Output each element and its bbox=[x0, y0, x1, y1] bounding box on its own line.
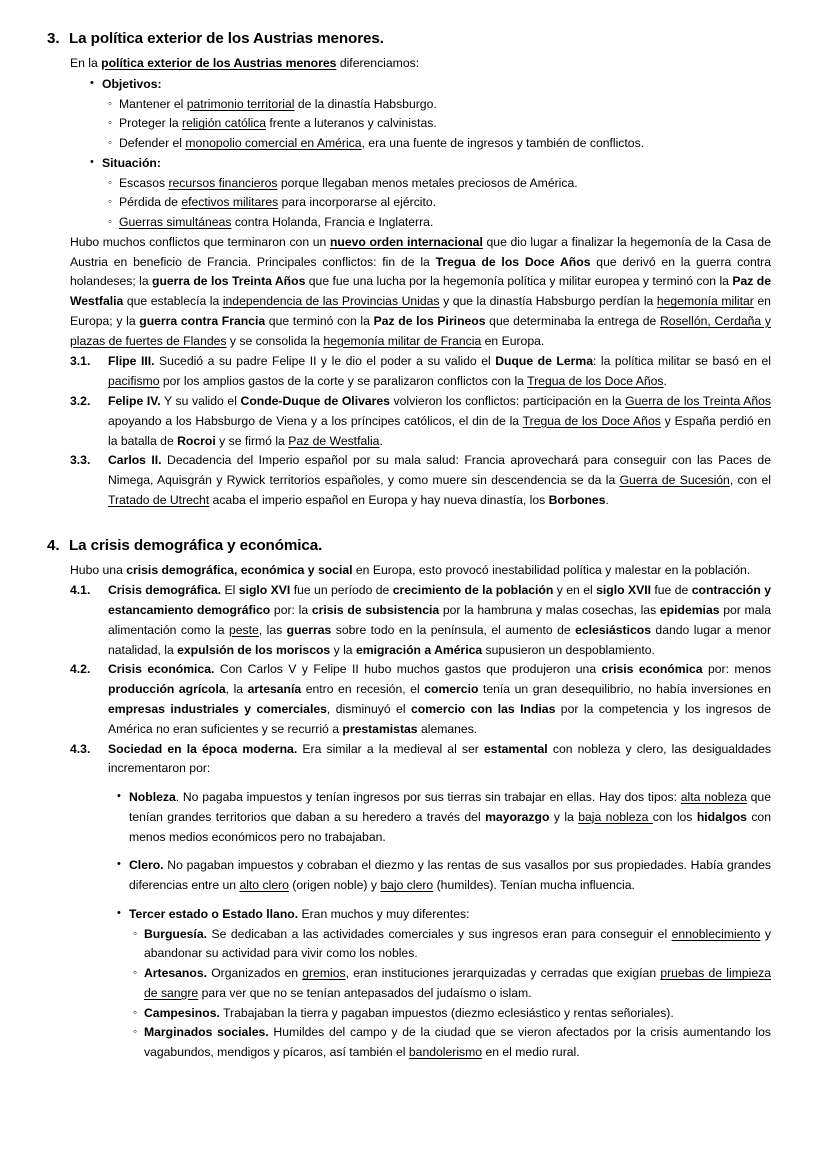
emph-rocroi: Rocroi bbox=[177, 433, 216, 448]
emph-estamental: estamental bbox=[484, 741, 548, 756]
list-gap bbox=[47, 779, 771, 788]
section-heading-4 bbox=[47, 537, 771, 554]
run: con nobleza y clero, las desigualdades incrementaron por: bbox=[108, 741, 771, 776]
bp-run: que terminó con la bbox=[265, 313, 374, 328]
estate-nobleza bbox=[117, 788, 771, 847]
emph-hidalgos: hidalgos bbox=[696, 809, 747, 824]
run: y se firmó la bbox=[215, 433, 289, 448]
item-underline: patrimonio territorial bbox=[186, 96, 295, 111]
run: . bbox=[605, 492, 609, 507]
child-title: Campesinos. bbox=[144, 1005, 220, 1020]
run: por la hambruna y malas cosechas, las bbox=[439, 603, 660, 618]
item-underline: religión católica bbox=[182, 116, 267, 131]
section-3-intro bbox=[70, 54, 771, 74]
intro-suffix: diferenciamos: bbox=[336, 56, 420, 70]
item-lead: Escasos bbox=[119, 175, 169, 190]
emph-pacifismo: pacifismo bbox=[108, 374, 160, 389]
filled-bullet-icon: • bbox=[117, 790, 121, 803]
estate-title: Nobleza bbox=[129, 790, 176, 805]
estate-title: Clero. bbox=[129, 858, 164, 873]
run: . bbox=[663, 374, 667, 389]
estate-tercer-estado bbox=[117, 905, 771, 925]
subitem-title: Felipe IV. bbox=[108, 394, 161, 409]
run: tenía un gran desequilibrio, no había inversiones en bbox=[478, 682, 771, 697]
run: volvieron los conflictos: participación en la bbox=[389, 394, 626, 409]
run: fue un período de bbox=[290, 583, 393, 598]
bullet-group-objetivos bbox=[90, 75, 771, 95]
emph-gremios: gremios bbox=[302, 966, 346, 981]
run: y la bbox=[549, 809, 579, 824]
item-lead: Pérdida de bbox=[119, 195, 182, 210]
item-tail: de la dinastía Habsburgo. bbox=[294, 96, 437, 111]
bp-run: que fue una lucha por la hegemonía política y militar europea y terminó con la bbox=[305, 274, 733, 289]
emph-alto-clero: alto clero bbox=[239, 878, 289, 893]
bp-emph-pirineos: Paz de los Pirineos bbox=[373, 313, 486, 328]
list-item bbox=[108, 213, 771, 233]
emph-crisis-economica: crisis económica bbox=[601, 662, 703, 677]
run: fue de bbox=[650, 583, 692, 598]
run: El bbox=[221, 583, 239, 598]
emph-crecimiento: crecimiento de la población bbox=[392, 583, 554, 598]
intro-emphasis: política exterior de los Austrias menores bbox=[101, 56, 337, 70]
hollow-bullet-icon: ◦ bbox=[108, 176, 113, 189]
run: Organizados en bbox=[207, 966, 303, 981]
subitem-number: 4.1. bbox=[70, 583, 91, 598]
run: Sucedió a su padre Felipe II y le dio el poder a su valido el bbox=[154, 354, 496, 369]
bp-emph-treinta: guerra de los Treinta Años bbox=[152, 274, 306, 289]
run: y abandonar su actividad para vivir como los nobles. bbox=[144, 926, 771, 961]
item-tail: para incorporarse al ejército. bbox=[278, 195, 437, 210]
emph-baja-nobleza: baja nobleza bbox=[578, 809, 653, 824]
hollow-bullet-icon: ◦ bbox=[108, 196, 113, 209]
emph-tregua: Tregua de los Doce Años bbox=[527, 374, 664, 389]
estate-child-campesinos bbox=[133, 1004, 771, 1024]
item-tail: porque llegaban menos metales preciosos de América. bbox=[277, 175, 578, 190]
subitem-4-3 bbox=[70, 740, 771, 780]
emph-bandolerismo: bandolerismo bbox=[408, 1045, 483, 1060]
estate-child-artesanos bbox=[133, 964, 771, 1004]
run: por la competencia y los ingresos de América no eran suficientes y se recurrió a bbox=[108, 701, 771, 736]
run: . No pagaba impuestos y tenían ingresos por sus tierras sin trabajar en ellas. Hay dos tipos: bbox=[175, 790, 681, 805]
run: (humildes). Tenían mucha influencia. bbox=[433, 878, 635, 893]
bp-emph-hegemonia: hegemonía militar bbox=[656, 294, 754, 309]
subitem-4-2 bbox=[70, 660, 771, 739]
emph-limpieza-sangre: pruebas de limpieza de sangre bbox=[144, 966, 772, 1000]
section-gap bbox=[47, 511, 771, 537]
subitem-number: 3.2. bbox=[70, 394, 91, 409]
subitem-4-1 bbox=[70, 581, 771, 660]
run: para ver que no se tenían antepasados del judaísmo o islam. bbox=[198, 985, 532, 1000]
child-title: Artesanos. bbox=[144, 966, 207, 981]
bp-run: que derivó en la guerra contra holandeses; la bbox=[70, 254, 771, 289]
list-item bbox=[108, 193, 771, 213]
subitem-title: Crisis demográfica. bbox=[108, 583, 222, 598]
filled-bullet-icon: • bbox=[90, 76, 94, 89]
emph-olivares: Conde-Duque de Olivares bbox=[240, 394, 390, 409]
item-underline: Guerras simultáneas bbox=[119, 215, 232, 230]
filled-bullet-icon: • bbox=[117, 858, 121, 871]
run: supusieron un despoblamiento. bbox=[482, 642, 655, 657]
emph-empresas: empresas industriales y comerciales bbox=[108, 701, 327, 716]
item-underline: efectivos militares bbox=[181, 195, 279, 210]
subitem-number: 4.3. bbox=[70, 741, 91, 756]
section-title: La crisis demográfica y económica. bbox=[69, 536, 323, 554]
hollow-bullet-icon: ◦ bbox=[133, 967, 138, 980]
emph-borbones: Borbones bbox=[548, 492, 606, 507]
hollow-bullet-icon: ◦ bbox=[133, 927, 138, 940]
list-gap bbox=[47, 896, 771, 905]
emph-produccion: producción agrícola bbox=[108, 682, 226, 697]
list-item bbox=[108, 95, 771, 115]
subitem-3-3 bbox=[70, 451, 771, 510]
hollow-bullet-icon: ◦ bbox=[133, 1026, 138, 1039]
hollow-bullet-icon: ◦ bbox=[108, 117, 113, 130]
run: Decadencia del Imperio español por su mala salud: Francia aprovechará para conseguir con las Paces de Nimega, Aquisgrán y Rywick territorios españoles, y como muere sin descendencia se da la bbox=[108, 453, 771, 488]
hollow-bullet-icon: ◦ bbox=[108, 97, 113, 110]
run: entro en recesión, el bbox=[301, 682, 425, 697]
emph-subsistencia: crisis de subsistencia bbox=[311, 603, 440, 618]
run: en Europa, esto provocó inestabilidad política y malestar en la población. bbox=[352, 562, 751, 577]
run: (origen noble) y bbox=[288, 878, 381, 893]
emph-utrecht: Tratado de Utrecht bbox=[108, 492, 210, 507]
emph-alta-nobleza: alta nobleza bbox=[680, 790, 747, 805]
emph-sucesion: Guerra de Sucesión bbox=[619, 473, 730, 488]
emph-guerras: guerras bbox=[286, 622, 332, 637]
filled-bullet-icon: • bbox=[117, 906, 121, 919]
emph-contraccion: contracción y estancamiento demográfico bbox=[108, 583, 771, 618]
run: , la bbox=[225, 682, 248, 697]
run: : la política militar se basó en el bbox=[592, 354, 771, 369]
bullet-group-situacion bbox=[90, 154, 771, 174]
emph-moriscos: expulsión de los moriscos bbox=[177, 642, 331, 657]
emph-crisis: crisis demográfica, económica y social bbox=[126, 562, 353, 577]
section-3-body-paragraph bbox=[70, 233, 771, 352]
run: , con el bbox=[729, 473, 771, 488]
hollow-bullet-icon: ◦ bbox=[108, 216, 113, 229]
run: en el medio rural. bbox=[482, 1045, 580, 1060]
run: por: la bbox=[270, 603, 312, 618]
emph-peste: peste bbox=[228, 622, 259, 637]
section-heading-3 bbox=[47, 30, 771, 47]
item-lead: Mantener el bbox=[119, 96, 187, 111]
run: y España perdió en la batalla de bbox=[108, 413, 771, 448]
item-lead: Defender el bbox=[119, 136, 186, 151]
run: con menos medios económicos pero no trabajaban. bbox=[129, 809, 771, 844]
run: . bbox=[379, 433, 383, 448]
subitem-number: 3.1. bbox=[70, 354, 91, 369]
bp-emph-nuevo-orden: nuevo orden internacional bbox=[329, 234, 483, 249]
section-number: 3. bbox=[47, 30, 60, 47]
bp-emph-hegemonia-francia: hegemonía militar de Francia bbox=[323, 333, 482, 348]
section-number: 4. bbox=[47, 536, 60, 554]
section-title: La política exterior de los Austrias menores. bbox=[69, 30, 384, 47]
bp-emph-rosellon: Rosellón, Cerdaña y plazas de fuertes de Flandes bbox=[70, 313, 771, 348]
child-title: Burguesía. bbox=[144, 926, 207, 941]
estate-clero bbox=[117, 856, 771, 896]
run: sobre todo en la península, el aumento de bbox=[331, 622, 576, 637]
emph-duque-lerma: Duque de Lerma bbox=[495, 354, 593, 369]
run: Y su valido el bbox=[160, 394, 241, 409]
bp-run: Hubo muchos conflictos que terminaron con un bbox=[70, 234, 330, 249]
run: y en el bbox=[553, 583, 597, 598]
estate-title: Tercer estado o Estado llano. bbox=[129, 906, 299, 921]
bp-emph-westfalia: Paz de Westfalia bbox=[70, 274, 771, 309]
run: que tenían grandes territorios que daban a su heredero a través del bbox=[129, 790, 771, 824]
estate-child-burguesia bbox=[133, 925, 771, 965]
list-gap bbox=[47, 847, 771, 856]
run: Humildes del campo y de la ciudad que se vieron afectados por la crisis aumentando los vagabundos, mendigos y pícaros, así también el bbox=[144, 1025, 771, 1060]
run: , disminuyó el bbox=[326, 701, 411, 716]
list-item bbox=[108, 134, 771, 154]
bp-emph-tregua: Tregua de los Doce Años bbox=[435, 254, 591, 269]
item-tail: frente a luteranos y calvinistas. bbox=[266, 116, 437, 131]
run: No pagaban impuestos y cobraban el diezmo y las rentas de sus vasallos por sus propiedades. Había grandes diferencias entre un bbox=[129, 858, 771, 893]
estate-child-marginados bbox=[133, 1023, 771, 1063]
item-underline: recursos financieros bbox=[168, 175, 278, 190]
run: , eran instituciones jerarquizadas y cerradas que exigían bbox=[345, 966, 661, 981]
bp-run: en Europa; y la bbox=[70, 294, 771, 328]
subitem-title: Carlos II. bbox=[108, 453, 162, 468]
run: , las bbox=[258, 622, 287, 637]
subitem-3-1 bbox=[70, 352, 771, 392]
run: por mala alimentación como la bbox=[108, 603, 771, 637]
emph-ennoblecimiento: ennoblecimiento bbox=[671, 926, 761, 941]
group-label: Objetivos: bbox=[102, 76, 162, 91]
run: dando lugar a menor natalidad, la bbox=[108, 622, 772, 657]
hollow-bullet-icon: ◦ bbox=[108, 137, 113, 150]
section-4-intro bbox=[70, 561, 771, 581]
emph-emigracion: emigración a América bbox=[355, 642, 483, 657]
run: acaba el imperio español en Europa y hay nueva dinastía, los bbox=[209, 492, 549, 507]
bp-run: que determinaba la entrega de bbox=[485, 313, 660, 328]
run: Trabajaban la tierra y pagaban impuestos (diezmo eclesiástico y rentas señoriales). bbox=[219, 1005, 674, 1020]
hollow-bullet-icon: ◦ bbox=[133, 1006, 138, 1019]
bp-run: en Europa. bbox=[481, 333, 545, 348]
emph-bajo-clero: bajo clero bbox=[380, 878, 434, 893]
list-item bbox=[108, 114, 771, 134]
item-tail: contra Holanda, Francia e Inglaterra. bbox=[231, 215, 434, 230]
emph-indias: comercio con las Indias bbox=[411, 701, 556, 716]
bp-emph-provincias: independencia de las Provincias Unidas bbox=[222, 294, 440, 309]
emph-artesania: artesanía bbox=[247, 682, 302, 697]
subitem-number: 4.2. bbox=[70, 662, 91, 677]
run: por: menos bbox=[702, 662, 771, 677]
subitem-title: Crisis económica. bbox=[108, 662, 215, 677]
child-title: Marginados sociales. bbox=[144, 1025, 269, 1040]
run: Con Carlos V y Felipe II hubo muchos gastos que produjeron una bbox=[214, 662, 602, 677]
bp-run: y se consolida la bbox=[226, 333, 324, 348]
bp-emph-guerra-francia: guerra contra Francia bbox=[139, 313, 266, 328]
emph-treinta: Guerra de los Treinta Años bbox=[625, 394, 771, 409]
subitem-3-2 bbox=[70, 392, 771, 451]
run: con los bbox=[652, 809, 697, 824]
run: por los amplios gastos de la corte y se paralizaron conflictos con la bbox=[159, 374, 528, 389]
run: y la bbox=[330, 642, 356, 657]
run: Se dedicaban a las actividades comerciales y sus ingresos eran para conseguir el bbox=[207, 926, 672, 941]
emph-siglo-xvii: siglo XVII bbox=[596, 583, 651, 598]
bp-run: que dio lugar a finalizar la hegemonía de la Casa de Austria en beneficio de Francia. Principales conflictos: fin de la bbox=[70, 234, 771, 269]
run: alemanes. bbox=[417, 721, 478, 736]
emph-comercio: comercio bbox=[424, 682, 479, 697]
group-label: Situación: bbox=[102, 155, 161, 170]
emph-epidemias: epidemias bbox=[659, 603, 720, 618]
emph-mayorazgo: mayorazgo bbox=[485, 809, 550, 824]
bp-run: y que la dinastía Habsburgo perdían la bbox=[439, 294, 657, 309]
emph-tregua: Tregua de los Doce Años bbox=[522, 413, 661, 428]
emph-siglo-xvi: siglo XVI bbox=[238, 583, 291, 598]
emph-eclesiasticos: eclesiásticos bbox=[575, 622, 651, 637]
item-underline: monopolio comercial en América bbox=[185, 136, 362, 151]
subitem-title: Sociedad en la época moderna. bbox=[108, 741, 298, 756]
emph-westfalia: Paz de Westfalia bbox=[288, 433, 380, 448]
intro-prefix: En la bbox=[70, 56, 102, 70]
item-tail: , era una fuente de ingresos y también de conflictos. bbox=[361, 136, 645, 151]
subitem-number: 3.3. bbox=[70, 453, 91, 468]
bp-run: que establecía la bbox=[123, 294, 223, 309]
run: Eran muchos y muy diferentes: bbox=[298, 906, 470, 921]
subitem-title: Flipe III. bbox=[108, 354, 155, 369]
filled-bullet-icon: • bbox=[90, 155, 94, 168]
list-item bbox=[108, 174, 771, 194]
item-lead: Proteger la bbox=[119, 116, 183, 131]
run: apoyando a los Habsburgo de Viena y a los príncipes católicos, el din de la bbox=[108, 413, 523, 428]
emph-prestamistas: prestamistas bbox=[342, 721, 418, 736]
run: Hubo una bbox=[70, 562, 127, 577]
run: Era similar a la medieval al ser bbox=[297, 741, 485, 756]
